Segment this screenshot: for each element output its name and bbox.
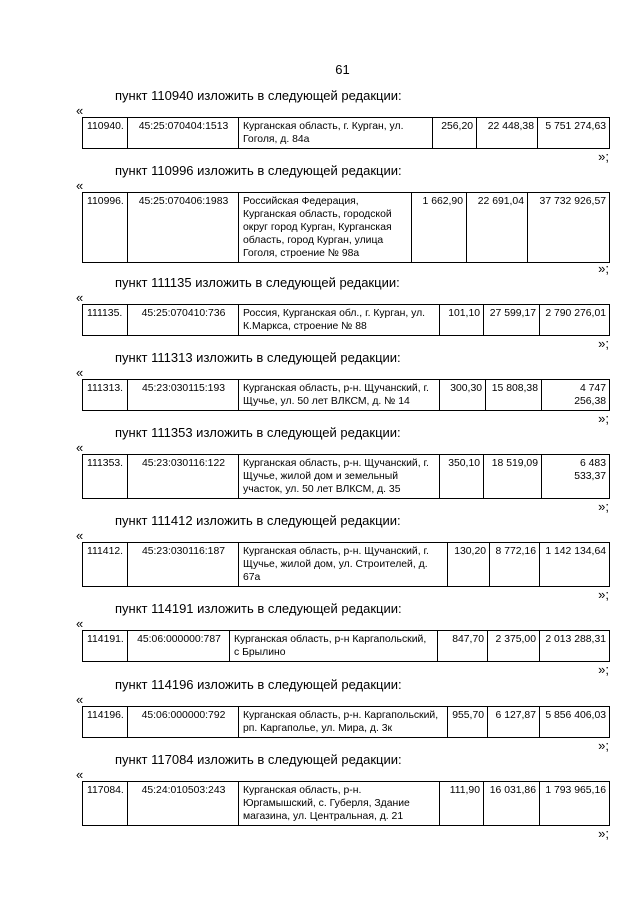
row-number: 117084. bbox=[83, 782, 128, 826]
property-address: Россия, Курганская обл., г. Курган, ул. К.Маркса, строение № 88 bbox=[239, 305, 440, 336]
amendment-heading: пункт 110996 изложить в следующей редакции: bbox=[115, 163, 402, 178]
row-number: 114196. bbox=[83, 707, 128, 738]
unit-price: 15 808,38 bbox=[486, 380, 542, 411]
table-row bbox=[83, 543, 610, 587]
table-row bbox=[83, 782, 610, 826]
property-area: 130,20 bbox=[448, 543, 490, 587]
unit-price: 2 375,00 bbox=[488, 631, 540, 662]
cadastral-number: 45:06:000000:792 bbox=[128, 707, 239, 738]
total-value: 5 751 274,63 bbox=[538, 118, 610, 149]
close-quote: »; bbox=[598, 499, 609, 514]
property-area: 1 662,90 bbox=[412, 193, 467, 263]
cadastral-number: 45:06:000000:787 bbox=[128, 631, 230, 662]
close-quote: »; bbox=[598, 662, 609, 677]
close-quote: »; bbox=[598, 411, 609, 426]
open-quote: « bbox=[76, 616, 84, 631]
property-address: Курганская область, г. Курган, ул. Гоголя, д. 84а bbox=[239, 118, 433, 149]
page-number: 61 bbox=[335, 62, 350, 77]
row-number: 110996. bbox=[83, 193, 128, 263]
open-quote: « bbox=[76, 290, 84, 305]
row-number: 110940. bbox=[83, 118, 128, 149]
row-number: 111313. bbox=[83, 380, 128, 411]
close-quote: »; bbox=[598, 738, 609, 753]
unit-price: 22 448,38 bbox=[477, 118, 538, 149]
table-row bbox=[83, 305, 610, 336]
property-area: 300,30 bbox=[440, 380, 486, 411]
open-quote: « bbox=[76, 767, 84, 782]
property-area: 955,70 bbox=[448, 707, 488, 738]
property-address: Курганская область, р-н. Щучанский, г. Щучье, ул. 50 лет ВЛКСМ, д. № 14 bbox=[239, 380, 440, 411]
property-table bbox=[82, 192, 610, 263]
close-quote: »; bbox=[598, 336, 609, 351]
amendment-heading: пункт 111412 изложить в следующей редакции: bbox=[115, 513, 401, 528]
property-table bbox=[82, 706, 610, 738]
cadastral-number: 45:23:030115:193 bbox=[128, 380, 239, 411]
close-quote: »; bbox=[598, 261, 609, 276]
table-row bbox=[83, 118, 610, 149]
unit-price: 27 599,17 bbox=[484, 305, 540, 336]
open-quote: « bbox=[76, 440, 84, 455]
unit-price: 18 519,09 bbox=[484, 455, 542, 499]
amendment-heading: пункт 111353 изложить в следующей редакции: bbox=[115, 425, 401, 440]
open-quote: « bbox=[76, 692, 84, 707]
property-table bbox=[82, 454, 610, 499]
property-address: Курганская область, р-н. Каргапольский, рп. Каргаполье, ул. Мира, д. 3к bbox=[239, 707, 448, 738]
row-number: 111135. bbox=[83, 305, 128, 336]
amendment-heading: пункт 111313 изложить в следующей редакции: bbox=[115, 350, 401, 365]
table-row bbox=[83, 455, 610, 499]
property-area: 847,70 bbox=[438, 631, 488, 662]
cadastral-number: 45:25:070404:1513 bbox=[128, 118, 239, 149]
table-row bbox=[83, 380, 610, 411]
total-value: 2 013 288,31 bbox=[540, 631, 610, 662]
amendment-heading: пункт 114196 изложить в следующей редакции: bbox=[115, 677, 402, 692]
open-quote: « bbox=[76, 528, 84, 543]
cadastral-number: 45:23:030116:187 bbox=[128, 543, 239, 587]
table-row bbox=[83, 707, 610, 738]
property-address: Российская Федерация, Курганская область, городской округ город Курган, Курганская область, город Курган, улица Гоголя, строение № 98а bbox=[239, 193, 412, 263]
amendment-heading: пункт 111135 изложить в следующей редакции: bbox=[115, 275, 400, 290]
property-address: Курганская область, р-н. Щучанский, г. Щучье, жилой дом, ул. Строителей, д. 67а bbox=[239, 543, 448, 587]
open-quote: « bbox=[76, 178, 84, 193]
amendment-heading: пункт 114191 изложить в следующей редакции: bbox=[115, 601, 402, 616]
total-value: 5 856 406,03 bbox=[540, 707, 610, 738]
total-value: 2 790 276,01 bbox=[540, 305, 610, 336]
close-quote: »; bbox=[598, 826, 609, 841]
row-number: 111412. bbox=[83, 543, 128, 587]
total-value: 6 483 533,37 bbox=[542, 455, 610, 499]
property-table bbox=[82, 630, 610, 662]
cadastral-number: 45:25:070410:736 bbox=[128, 305, 239, 336]
cadastral-number: 45:23:030116:122 bbox=[128, 455, 239, 499]
unit-price: 16 031,86 bbox=[484, 782, 540, 826]
cadastral-number: 45:24:010503:243 bbox=[128, 782, 239, 826]
property-area: 101,10 bbox=[440, 305, 484, 336]
unit-price: 8 772,16 bbox=[490, 543, 540, 587]
property-address: Курганская область, р-н. Щучанский, г. Щучье, жилой дом и земельный участок, ул. 50 лет ВЛКСМ, д. 35 bbox=[239, 455, 440, 499]
total-value: 4 747 256,38 bbox=[542, 380, 610, 411]
property-area: 111,90 bbox=[440, 782, 484, 826]
open-quote: « bbox=[76, 103, 84, 118]
close-quote: »; bbox=[598, 149, 609, 164]
open-quote: « bbox=[76, 365, 84, 380]
row-number: 111353. bbox=[83, 455, 128, 499]
table-row bbox=[83, 193, 610, 263]
unit-price: 6 127,87 bbox=[488, 707, 540, 738]
property-table bbox=[82, 117, 610, 149]
property-area: 256,20 bbox=[433, 118, 477, 149]
amendment-heading: пункт 117084 изложить в следующей редакции: bbox=[115, 752, 402, 767]
property-area: 350,10 bbox=[440, 455, 484, 499]
total-value: 1 793 965,16 bbox=[540, 782, 610, 826]
property-address: Курганская область, р-н. Юргамышский, с. Губерля, Здание магазина, ул. Центральная, д. 21 bbox=[239, 782, 440, 826]
property-table bbox=[82, 304, 610, 336]
unit-price: 22 691,04 bbox=[467, 193, 528, 263]
property-table bbox=[82, 781, 610, 826]
property-table bbox=[82, 379, 610, 411]
amendment-heading: пункт 110940 изложить в следующей редакции: bbox=[115, 88, 402, 103]
total-value: 1 142 134,64 bbox=[540, 543, 610, 587]
table-row bbox=[83, 631, 610, 662]
close-quote: »; bbox=[598, 587, 609, 602]
total-value: 37 732 926,57 bbox=[528, 193, 610, 263]
property-table bbox=[82, 542, 610, 587]
row-number: 114191. bbox=[83, 631, 128, 662]
property-address: Курганская область, р-н Каргапольский, с Брылино bbox=[230, 631, 438, 662]
cadastral-number: 45:25:070406:1983 bbox=[128, 193, 239, 263]
